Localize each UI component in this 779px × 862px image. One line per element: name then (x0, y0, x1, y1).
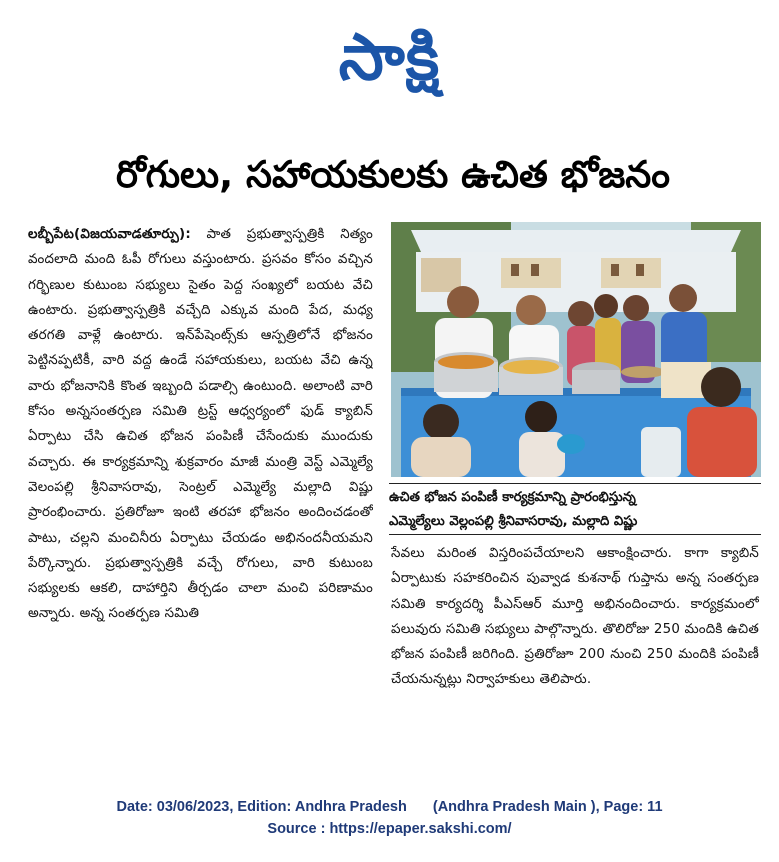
photo-caption-line-1: ఉచిత భోజన పంపిణీ కార్యక్రమాన్ని ప్రారంభిస్తున్న (389, 490, 636, 505)
masthead-logo: సాక్షి (338, 21, 441, 95)
footer-date-line (0, 796, 779, 818)
article-dateline: లబ్బీపేట(విజయవాడతూర్పు): (28, 227, 191, 242)
photo-caption-line-2: ఎమ్మెల్యేలు వెల్లంపల్లి శ్రీనివాసరావు, మల్లాది విష్ణు (389, 514, 638, 529)
article-headline: రోగులు, సహాయకులకు ఉచిత భోజనం (115, 153, 671, 196)
footer-date-edition: Date: 03/06/2023, Edition: Andhra Pradesh (116, 799, 407, 815)
footer-page-info: (Andhra Pradesh Main ), Page: 11 (432, 799, 663, 815)
article-photo (391, 222, 761, 477)
article-column-right (391, 541, 759, 771)
article-body-left (28, 222, 373, 627)
article-body-right: సేవలు మరింత విస్తరింపచేయాలని ఆకాంక్షించారు. కాగా క్యాబిన్ ఏర్పాటుకు సహకరించిన పువ్వాడ కుశనాథ్ గుప్తాను అన్న సంతర్పణ సమితి కార్యదర్శి పీఎస్ఆర్ మూర్తి అభినందించారు. కార్యక్రమంలో పలువురు సమితి సభ్యులు పాల్గొన్నారు. తొలిరోజు 250 మందికి ఉచిత భోజన పంపిణీ జరిగింది. ప్రతిరోజూ 200 నుంచి 250 మందికి పంపిణీ చేయనున్నట్లు నిర్వాహకులు తెలిపారు. (391, 546, 759, 688)
page-footer (0, 796, 779, 840)
article-body-left-text: పాత ప్రభుత్వాస్పత్రికి నిత్యం వందలాది మంది ఓపీ రోగులు వస్తుంటారు. ప్రసవం కోసం వచ్చిన గర్భిణుల కుటుంబ సభ్యులు సైతం పెద్ద సంఖ్యలో బయట వేచి ఉంటారు. ప్రభుత్వాస్పత్రికి వచ్చేది ఎక్కువ మంది పేద, మధ్య తరగతి వాళ్లే ఉంటారు. ఇన్‌పేషెంట్స్‌కు ఆస్పత్రిలోనే భోజనం పెట్టినప్పటికీ, వారి వద్ద ఉండే సహాయకులు, బయట వేచి ఉన్న వారు భోజనానికి కొంత ఇబ్బంది పడాల్సి ఉంటుంది. అలాంటి వారి కోసం అన్నసంతర్పణ సమితి ట్రస్ట్ ఆధ్వర్యంలో ఫుడ్ క్యాబిన్ ఏర్పాటు చేసి ఉచిత భోజన పంపిణీ చేసేందుకు ముందుకు వచ్చారు. ఈ కార్యక్రమాన్ని శుక్రవారం మాజీ మంత్రి వెస్ట్ ఎమ్మెల్యే వెలంపల్లి శ్రీనివాసరావు, సెంట్రల్ ఎమ్మెల్యే మల్లాది విష్ణు ప్రారంభించారు. ప్రతిరోజూ ఇంటి తరహా భోజనం అందించడంతో పాటు, చల్లని మంచినీరు ఏర్పాటు చేయడం అభినందనీయమని పేర్కొన్నారు. ప్రభుత్వాస్పత్రికి వచ్చే రోగులు, వారి కుటుంబ సభ్యులకు ఆకలి, దాహార్తిని తీర్చడం చాలా మంచి పరిణామం అన్నారు. అన్న సంతర్పణ సమితి (28, 227, 373, 622)
footer-source: Source : https://epaper.sakshi.com/ (267, 821, 512, 837)
photo-caption (389, 483, 761, 535)
article-column-left (28, 222, 373, 770)
